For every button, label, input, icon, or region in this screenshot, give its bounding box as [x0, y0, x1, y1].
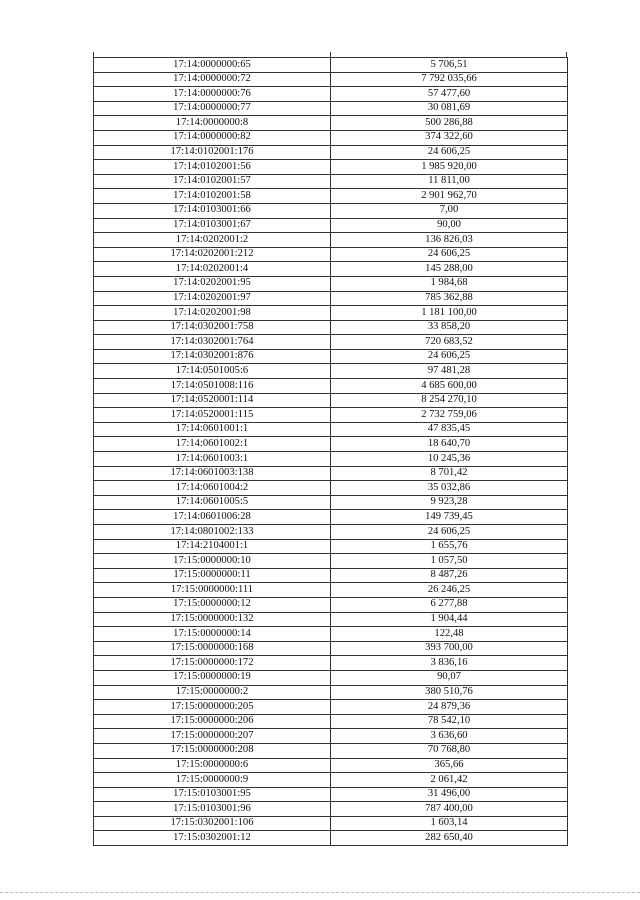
cadastral-table-container [93, 57, 567, 846]
value-cell: 787 400,00 [331, 802, 568, 817]
value-cell: 8 487,26 [331, 568, 568, 583]
table-row [94, 831, 568, 846]
cadastral-number-cell: 17:14:0102001:56 [94, 160, 331, 175]
table-row [94, 802, 568, 817]
value-cell: 24 606,25 [331, 525, 568, 540]
table-row [94, 481, 568, 496]
cadastral-number-cell: 17:14:0302001:758 [94, 320, 331, 335]
table-row [94, 72, 568, 87]
cadastral-number-cell: 17:14:0000000:82 [94, 130, 331, 145]
value-cell: 1 057,50 [331, 554, 568, 569]
cadastral-number-cell: 17:14:0801002:133 [94, 525, 331, 540]
cadastral-number-cell: 17:14:0601005:5 [94, 495, 331, 510]
table-row [94, 758, 568, 773]
cadastral-number-cell: 17:15:0000000:168 [94, 641, 331, 656]
value-cell: 720 683,52 [331, 335, 568, 350]
table-row [94, 349, 568, 364]
cadastral-number-cell: 17:15:0000000:9 [94, 773, 331, 788]
cadastral-number-cell: 17:15:0000000:208 [94, 743, 331, 758]
value-cell: 4 685 600,00 [331, 379, 568, 394]
cadastral-number-cell: 17:15:0000000:19 [94, 670, 331, 685]
cadastral-number-cell: 17:14:0102001:58 [94, 189, 331, 204]
table-row [94, 495, 568, 510]
value-cell: 97 481,28 [331, 364, 568, 379]
table-row [94, 87, 568, 102]
value-cell: 1 984,68 [331, 276, 568, 291]
table-row [94, 379, 568, 394]
cadastral-number-cell: 17:14:0202001:98 [94, 306, 331, 321]
value-cell: 47 835,45 [331, 422, 568, 437]
cadastral-number-cell: 17:15:0103001:96 [94, 802, 331, 817]
cadastral-number-cell: 17:15:0000000:207 [94, 729, 331, 744]
cadastral-number-cell: 17:14:0202001:2 [94, 233, 331, 248]
table-row [94, 203, 568, 218]
table-row [94, 335, 568, 350]
value-cell: 282 650,40 [331, 831, 568, 846]
table-row [94, 218, 568, 233]
cadastral-number-cell: 17:14:0601001:1 [94, 422, 331, 437]
cadastral-number-cell: 17:14:0202001:4 [94, 262, 331, 277]
page-bottom-edge [0, 892, 640, 893]
table-row [94, 408, 568, 423]
table-row [94, 320, 568, 335]
table-row [94, 612, 568, 627]
cadastral-number-cell: 17:14:0601003:1 [94, 452, 331, 467]
value-cell: 380 510,76 [331, 685, 568, 700]
table-row [94, 233, 568, 248]
table-row [94, 174, 568, 189]
table-row [94, 554, 568, 569]
value-cell: 149 739,45 [331, 510, 568, 525]
cadastral-number-cell: 17:14:0601004:2 [94, 481, 331, 496]
table-row [94, 627, 568, 642]
cadastral-number-cell: 17:14:0520001:114 [94, 393, 331, 408]
cadastral-number-cell: 17:14:0501005:6 [94, 364, 331, 379]
table-row [94, 306, 568, 321]
table-row [94, 510, 568, 525]
value-cell: 24 879,36 [331, 700, 568, 715]
cadastral-number-cell: 17:15:0000000:2 [94, 685, 331, 700]
value-cell: 785 362,88 [331, 291, 568, 306]
table-row [94, 700, 568, 715]
value-cell: 393 700,00 [331, 641, 568, 656]
cadastral-number-cell: 17:15:0000000:14 [94, 627, 331, 642]
value-cell: 31 496,00 [331, 787, 568, 802]
value-cell: 8 254 270,10 [331, 393, 568, 408]
cadastral-number-cell: 17:15:0000000:132 [94, 612, 331, 627]
value-cell: 1 603,14 [331, 816, 568, 831]
value-cell: 90,07 [331, 670, 568, 685]
value-cell: 35 032,86 [331, 481, 568, 496]
cadastral-number-cell: 17:15:0000000:205 [94, 700, 331, 715]
table-row [94, 393, 568, 408]
cadastral-number-cell: 17:14:0000000:76 [94, 87, 331, 102]
cadastral-number-cell: 17:15:0000000:11 [94, 568, 331, 583]
cadastral-number-cell: 17:14:0202001:97 [94, 291, 331, 306]
table-row [94, 189, 568, 204]
value-cell: 24 606,25 [331, 145, 568, 160]
table-row [94, 641, 568, 656]
table-row [94, 160, 568, 175]
cadastral-number-cell: 17:14:0202001:95 [94, 276, 331, 291]
table-row [94, 130, 568, 145]
cadastral-number-cell: 17:14:2104001:1 [94, 539, 331, 554]
table-row [94, 145, 568, 160]
cadastral-number-cell: 17:15:0302001:106 [94, 816, 331, 831]
value-cell: 1 904,44 [331, 612, 568, 627]
cadastral-number-cell: 17:14:0501008:116 [94, 379, 331, 394]
value-cell: 122,48 [331, 627, 568, 642]
cadastral-number-cell: 17:15:0103001:95 [94, 787, 331, 802]
cadastral-number-cell: 17:14:0000000:65 [94, 58, 331, 73]
cadastral-number-cell: 17:14:0302001:876 [94, 349, 331, 364]
value-cell: 1 655,76 [331, 539, 568, 554]
cadastral-number-cell: 17:15:0000000:206 [94, 714, 331, 729]
table-row [94, 291, 568, 306]
cadastral-number-cell: 17:14:0520001:115 [94, 408, 331, 423]
table-row [94, 247, 568, 262]
cadastral-number-cell: 17:14:0102001:176 [94, 145, 331, 160]
cadastral-number-cell: 17:14:0102001:57 [94, 174, 331, 189]
table-row [94, 452, 568, 467]
table-row [94, 437, 568, 452]
cadastral-number-cell: 17:14:0202001:212 [94, 247, 331, 262]
table-body [94, 58, 568, 846]
cadastral-number-cell: 17:14:0601003:138 [94, 466, 331, 481]
value-cell: 33 858,20 [331, 320, 568, 335]
cadastral-number-cell: 17:15:0000000:111 [94, 583, 331, 598]
cadastral-number-cell: 17:15:0000000:10 [94, 554, 331, 569]
value-cell: 8 701,42 [331, 466, 568, 481]
table-row [94, 58, 568, 73]
value-cell: 1 985 920,00 [331, 160, 568, 175]
value-cell: 6 277,88 [331, 597, 568, 612]
table-row [94, 525, 568, 540]
value-cell: 18 640,70 [331, 437, 568, 452]
table-row [94, 729, 568, 744]
table-row [94, 670, 568, 685]
value-cell: 57 477,60 [331, 87, 568, 102]
table-row [94, 422, 568, 437]
value-cell: 2 732 759,06 [331, 408, 568, 423]
value-cell: 374 322,60 [331, 130, 568, 145]
cadastral-number-cell: 17:14:0103001:67 [94, 218, 331, 233]
cadastral-number-cell: 17:14:0601006:28 [94, 510, 331, 525]
cadastral-number-cell: 17:14:0000000:8 [94, 116, 331, 131]
table-row [94, 597, 568, 612]
table-row [94, 773, 568, 788]
cadastral-number-cell: 17:14:0302001:764 [94, 335, 331, 350]
value-cell: 90,00 [331, 218, 568, 233]
table-row [94, 116, 568, 131]
value-cell: 26 246,25 [331, 583, 568, 598]
table-row [94, 276, 568, 291]
table-row [94, 568, 568, 583]
cadastral-number-cell: 17:15:0302001:12 [94, 831, 331, 846]
value-cell: 2 061,42 [331, 773, 568, 788]
value-cell: 145 288,00 [331, 262, 568, 277]
value-cell: 30 081,69 [331, 101, 568, 116]
table-row [94, 685, 568, 700]
value-cell: 78 542,10 [331, 714, 568, 729]
value-cell: 10 245,36 [331, 452, 568, 467]
table-row [94, 262, 568, 277]
cadastral-number-cell: 17:14:0601002:1 [94, 437, 331, 452]
value-cell: 365,66 [331, 758, 568, 773]
cadastral-number-cell: 17:15:0000000:6 [94, 758, 331, 773]
table-row [94, 539, 568, 554]
value-cell: 24 606,25 [331, 247, 568, 262]
value-cell: 70 768,80 [331, 743, 568, 758]
cadastral-number-cell: 17:15:0000000:12 [94, 597, 331, 612]
cadastral-number-cell: 17:15:0000000:172 [94, 656, 331, 671]
table-row [94, 714, 568, 729]
table-row [94, 101, 568, 116]
value-cell: 5 706,51 [331, 58, 568, 73]
value-cell: 7,00 [331, 203, 568, 218]
value-cell: 500 286,88 [331, 116, 568, 131]
cadastral-number-cell: 17:14:0000000:72 [94, 72, 331, 87]
cadastral-number-cell: 17:14:0103001:66 [94, 203, 331, 218]
table-row [94, 787, 568, 802]
value-cell: 9 923,28 [331, 495, 568, 510]
value-cell: 3 636,60 [331, 729, 568, 744]
table-row [94, 466, 568, 481]
value-cell: 1 181 100,00 [331, 306, 568, 321]
value-cell: 11 811,00 [331, 174, 568, 189]
cadastral-number-cell: 17:14:0000000:77 [94, 101, 331, 116]
table-row [94, 816, 568, 831]
value-cell: 24 606,25 [331, 349, 568, 364]
value-cell: 3 836,16 [331, 656, 568, 671]
table-row [94, 743, 568, 758]
value-cell: 136 826,03 [331, 233, 568, 248]
table-row [94, 364, 568, 379]
table-row [94, 656, 568, 671]
value-cell: 7 792 035,66 [331, 72, 568, 87]
table-row [94, 583, 568, 598]
value-cell: 2 901 962,70 [331, 189, 568, 204]
cadastral-value-table [93, 57, 568, 846]
